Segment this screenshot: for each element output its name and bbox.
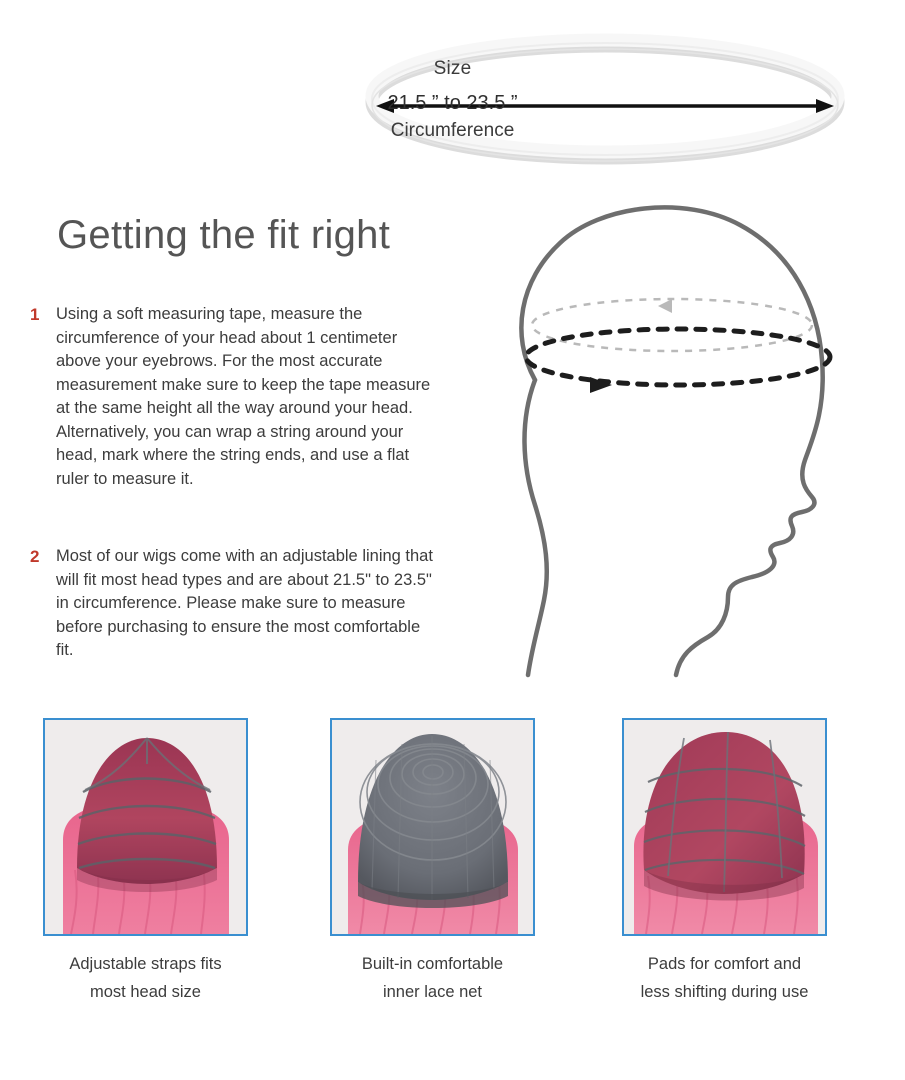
feature-item — [622, 718, 827, 1006]
caption-line-1: Pads for comfort and — [647, 955, 802, 973]
feature-caption — [43, 950, 248, 1006]
cap-photo-frame — [622, 718, 827, 936]
head-profile-diagram — [440, 185, 860, 685]
size-label: Size — [433, 58, 472, 79]
inner-lace-net-cap-image — [332, 720, 533, 934]
feature-item — [43, 718, 248, 1006]
step-text: Most of our wigs come with an adjustable lining that will fit most head types and are about 21.5" to 23.5" in circumference. Please make sure to measure before purchasing to ensure the most comfortable fit. — [56, 547, 433, 659]
step-text: Using a soft measuring tape, measure the circumference of your head about 1 centimeter above your eyebrows. For the most accurate measurement make sure to keep the tape measure at the same height all the way around your head. Alternatively, you can wrap a string around your head, mark where the string ends, and use a flat ruler to measure it. — [56, 305, 431, 488]
step-number: 2 — [30, 547, 40, 566]
step-number: 1 — [30, 305, 40, 324]
instruction-step-2 — [30, 545, 438, 663]
caption-line-1: Built-in comfortable — [361, 955, 504, 973]
caption-line-1: Adjustable straps fits — [69, 955, 222, 973]
feature-photos-section — [0, 718, 905, 1058]
instruction-step-1 — [30, 303, 438, 491]
caption-line-2: less shifting during use — [640, 983, 809, 1001]
cap-photo-frame — [330, 718, 535, 936]
page-title: Getting the fit right — [57, 213, 391, 257]
fit-instructions-section — [0, 185, 905, 705]
caption-line-2: inner lace net — [382, 983, 483, 1001]
comfort-pads-cap-image — [624, 720, 825, 934]
adjustable-straps-cap-image — [45, 720, 246, 934]
size-range-value: 21.5 ” to 23.5 ” — [387, 92, 518, 114]
cap-photo-frame — [43, 718, 248, 936]
feature-caption — [622, 950, 827, 1006]
feature-caption — [330, 950, 535, 1006]
circumference-label: Circumference — [390, 120, 515, 141]
measuring-band-illustration — [0, 0, 905, 180]
size-band-section — [0, 0, 905, 180]
caption-line-2: most head size — [90, 983, 201, 1001]
feature-item — [330, 718, 535, 1006]
